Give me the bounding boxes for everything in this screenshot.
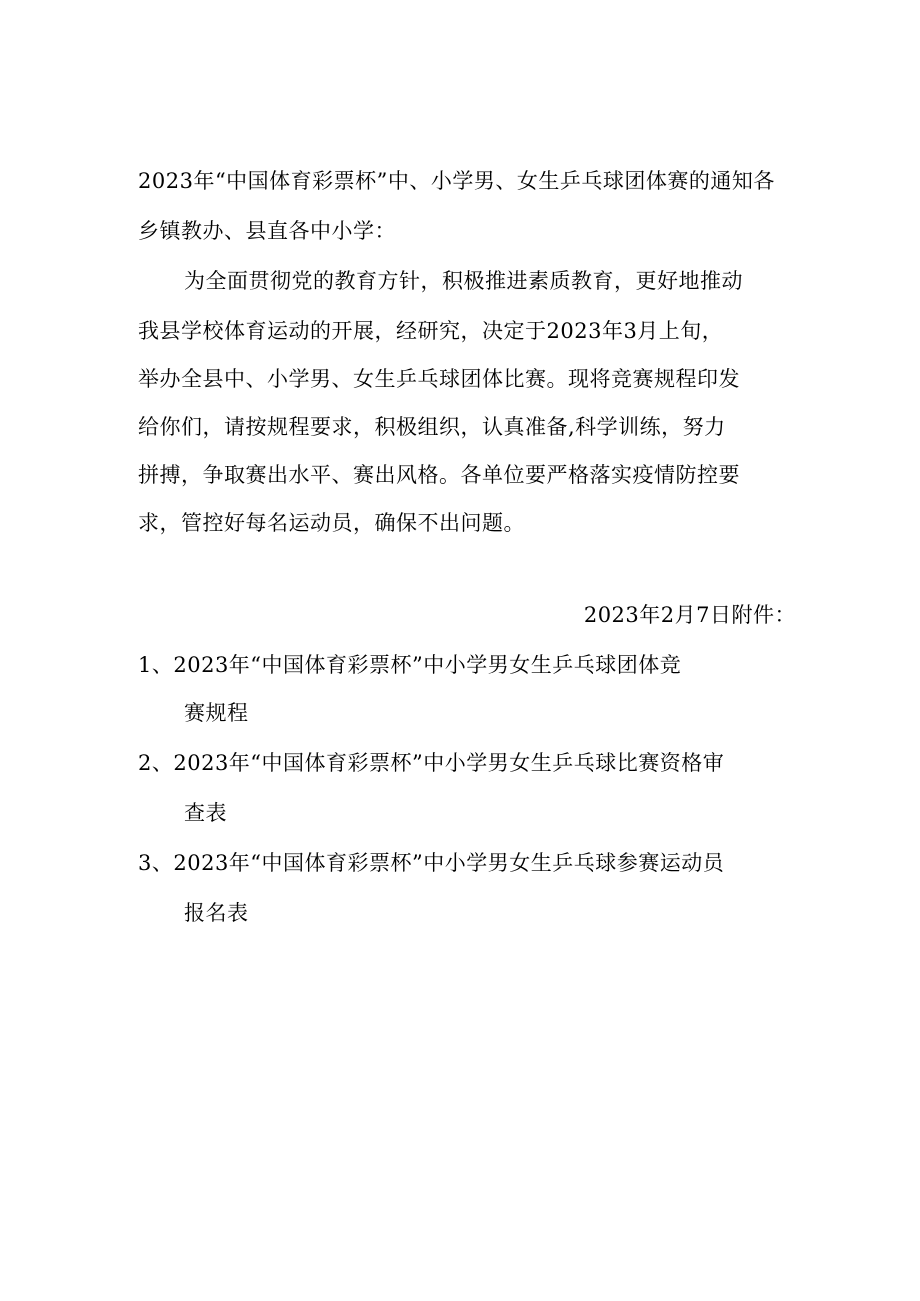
body-line: 给你们，请按规程要求，积极组织，认真准备,科学训练，努力	[138, 415, 726, 439]
body-line: 求，管控好每名运动员，确保不出问题。	[138, 511, 525, 535]
body-line: 举办全县中、小学男、女生乒乓球团体比赛。现将竞赛规程印发	[138, 367, 740, 391]
title-line-2: 乡镇教办、县直各中小学：	[138, 219, 396, 243]
attachment-3-line-1: 3、2023年“中国体育彩票杯”中小学男女生乒乓球参赛运动员	[138, 851, 725, 875]
attachment-1-line-1: 1、2023年“中国体育彩票杯”中小学男女生乒乓球团体竞	[138, 653, 682, 677]
body-line: 拼搏，争取赛出水平、赛出风格。各单位要严格落实疫情防控要	[138, 463, 740, 487]
date-line: 2023年2月7日附件：	[583, 603, 796, 627]
title-line-1: 2023年“中国体育彩票杯”中、小学男、女生乒乓球团体赛的通知各	[138, 169, 775, 193]
attachment-2-line-2: 查表	[184, 801, 227, 825]
attachment-2-line-1: 2、2023年“中国体育彩票杯”中小学男女生乒乓球比赛资格审	[138, 751, 725, 775]
body-line: 我县学校体育运动的开展，经研究，决定于2023年3月上旬，	[138, 319, 724, 343]
attachment-1-line-2: 赛规程	[184, 701, 249, 725]
body-line: 为全面贯彻党的教育方针，积极推进素质教育，更好地推动	[184, 269, 743, 293]
attachment-3-line-2: 报名表	[184, 901, 249, 925]
